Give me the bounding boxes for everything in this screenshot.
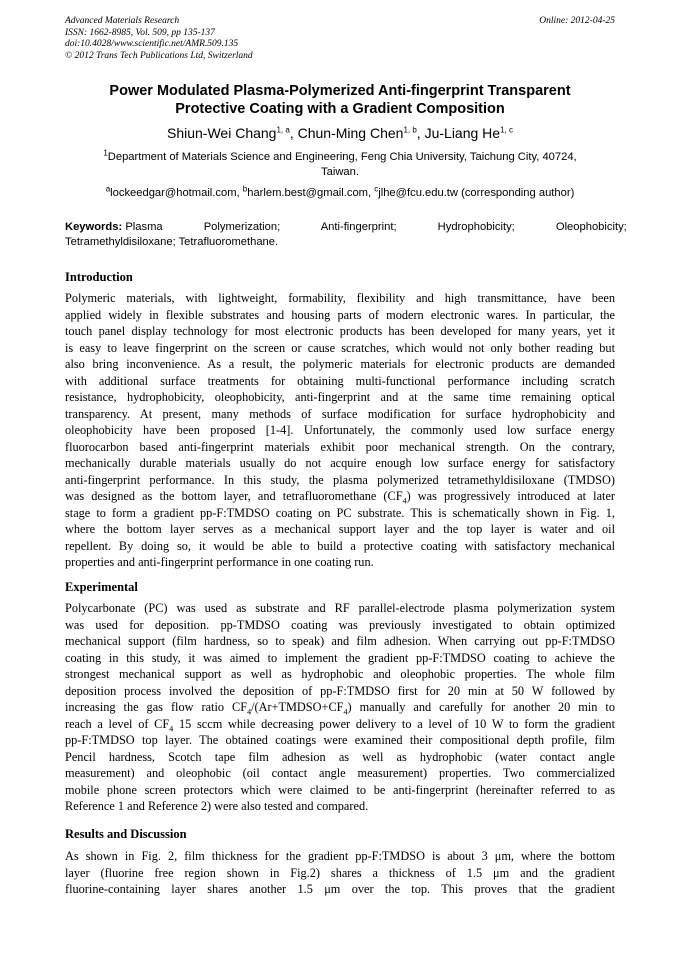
text-line: Polycarbonate (PC) was used as substrate and RF parallel-electrode plasma polymerization system bbox=[65, 601, 615, 615]
affiliation-text: Department of Materials Science and Engineering, Feng Chia University, Taichung City, 40724, bbox=[107, 151, 577, 163]
author-affiliation-mark: 1, a bbox=[276, 125, 290, 135]
author-emails bbox=[65, 186, 615, 201]
text-line: mechanical support (film hardness, so to speak) and film adhesion. When carrying out pp-F:TMDSO bbox=[65, 634, 615, 648]
keywords bbox=[65, 220, 627, 249]
results-body bbox=[65, 848, 615, 898]
paper-title bbox=[65, 82, 615, 118]
text-line: properties and anti-fingerprint performance in one coating run. bbox=[65, 555, 374, 569]
text-line: fluorocarbon based anti-fingerprint materials exhibit poor mechanical strength. On the contrary, bbox=[65, 439, 615, 454]
text-line: also bring inconvenience. As a result, the polymeric materials for electronic products are demanded bbox=[65, 357, 615, 371]
author-affiliation-mark: 1, c bbox=[500, 125, 513, 135]
author-name: Shiun-Wei Chang bbox=[167, 125, 277, 141]
section-heading-introduction: Introduction bbox=[65, 270, 133, 284]
keywords-label: Keywords: bbox=[65, 221, 123, 233]
text-line: mobile phone screen protectors which were claimed to be anti-fingerprint (hereinafter referred to as bbox=[65, 782, 615, 797]
journal-doi: doi:10.4028/www.scientific.net/AMR.509.135 bbox=[65, 39, 239, 49]
text-line: where the bottom layer serves as a mechanical support layer and the top layer is water and oil bbox=[65, 522, 615, 536]
journal-issn: ISSN: 1662-8985, Vol. 509, pp 135-137 bbox=[65, 27, 215, 38]
journal-header bbox=[65, 16, 615, 62]
email-mark: c bbox=[374, 184, 379, 194]
text-line: repellent. By doing so, it would be able to build a protective coating with satisfactory mechanical bbox=[65, 538, 615, 553]
text-line: with additional surface treatments for obtaining multi-functional performance including scratch bbox=[65, 373, 615, 388]
text-line: strongest mechanical support as well as hydrophobic and oleophobic properties. The whole film bbox=[65, 667, 615, 681]
title-line: Protective Coating with a Gradient Composition bbox=[175, 101, 505, 117]
online-date: Online: 2012-04-25 bbox=[539, 16, 615, 26]
text-line: mechanically durable materials usually do not acquire enough low surface energy for satisfactory bbox=[65, 456, 615, 470]
text-line: measurement) and oleophobic (oil contact angle measurement) properties. Two commercialized bbox=[65, 766, 615, 780]
section-heading-experimental: Experimental bbox=[65, 580, 138, 594]
text-line: is easy to leave fingerprint on the screen or cause scratches, which would not only bother reading but bbox=[65, 340, 615, 355]
text-line: resistance, hydrophobicity, oleophobicity, anti-fingerprint and at the same time remaining optical bbox=[65, 390, 615, 404]
author-separator: , bbox=[416, 125, 425, 141]
text-line: reach a level of $CF_4$ 15 sccm while decreasing power delivery to a level of 10 W to form the gradient bbox=[65, 716, 615, 733]
text-line: was designed as the bottom layer, and tetrafluoromethane $(CF_4)$ was progressively introduced at later bbox=[65, 489, 615, 506]
experimental-body bbox=[65, 600, 615, 815]
affiliation bbox=[65, 150, 615, 180]
email-address: harlem.best@gmail.com, bbox=[247, 187, 375, 199]
keywords-text: Tetramethyldisiloxane; Tetrafluoromethane. bbox=[65, 235, 279, 248]
text-line: layer (fluorine free region shown in Fig.2) shares a thickness of 1.5 μm and the gradient bbox=[65, 865, 615, 880]
text-line: fluorine-containing layer shares another 1.5 μm over the top. This proves that the gradient bbox=[65, 882, 615, 896]
author-name: Chun-Ming Chen bbox=[297, 125, 404, 141]
affiliation-text: Taiwan. bbox=[321, 166, 359, 178]
email-mark: b bbox=[242, 184, 248, 194]
email-address: lockeedgar@hotmail.com, bbox=[110, 187, 243, 199]
text-line: Polymeric materials, with lightweight, formability, flexibility and high transmittance, have been bbox=[65, 291, 615, 305]
keywords-text: Plasma Polymerization; Anti-fingerprint; Hydrophobicity; Oleophobicity; bbox=[125, 221, 627, 233]
text-line: coating in this study, it was aimed to implement the gradient pp-F:TMDSO coating to achieve the bbox=[65, 650, 615, 665]
email-address: jlhe@fcu.edu.tw (corresponding author) bbox=[378, 187, 575, 199]
introduction-body bbox=[65, 290, 615, 571]
text-line: stage to form a gradient pp-F:TMDSO coating on PC substrate. This is schematically shown in Fig. 1, bbox=[65, 505, 615, 520]
text-line: transparency. At present, many methods of surface modification for surface hydrophobicity and bbox=[65, 406, 615, 421]
text-line: touch panel display technology for most electronic products has been developed for many years, yet it bbox=[65, 324, 615, 338]
text-line: Reference 1 and Reference 2) were also tested and compared. bbox=[65, 799, 369, 813]
affiliation-mark: 1 bbox=[103, 148, 108, 158]
text-line: Pencil hardness, Scotch tape film adhesion as well as hydrophobic (water contact angle bbox=[65, 749, 615, 764]
text-line: oleophobicity have been proposed [1-4]. Unfortunately, the commonly used low surface energy bbox=[65, 423, 615, 437]
author-list bbox=[65, 124, 615, 142]
author-affiliation-mark: 1, b bbox=[403, 125, 417, 135]
text-line: deposition process involved the deposition of pp-F:TMDSO first for 20 min at 50 W followed by bbox=[65, 683, 615, 698]
section-heading-results: Results and Discussion bbox=[65, 827, 187, 841]
journal-copyright: © 2012 Trans Tech Publications Ltd, Switzerland bbox=[65, 50, 253, 61]
email-mark: a bbox=[105, 184, 111, 194]
text-line: applied widely in flexible substrates and housing parts of modern electronic wares. In particular, the bbox=[65, 307, 615, 322]
text-line: pp-F:TMDSO top layer. The obtained coatings were examined their compositional depth profile, film bbox=[65, 733, 615, 747]
journal-name: Advanced Materials Research bbox=[65, 16, 180, 26]
title-line: Power Modulated Plasma-Polymerized Anti-fingerprint Transparent bbox=[109, 83, 571, 99]
text-line: anti-fingerprint performance. In this study, the plasma polymerized tetramethyldisiloxane (TMDSO) bbox=[65, 472, 615, 487]
author-separator: , bbox=[289, 125, 298, 141]
text-line: increasing the gas flow ratio $CF_4/(Ar+TMDSO+CF_4)$ manually and carefully for another 20 min to bbox=[65, 700, 615, 717]
text-line: As shown in Fig. 2, film thickness for the gradient pp-F:TMDSO is about 3 μm, where the bottom bbox=[65, 849, 615, 863]
text-line: was used for deposition. pp-TMDSO coating was previously investigated to obtain optimized bbox=[65, 617, 615, 632]
author-name: Ju-Liang He bbox=[424, 125, 501, 141]
